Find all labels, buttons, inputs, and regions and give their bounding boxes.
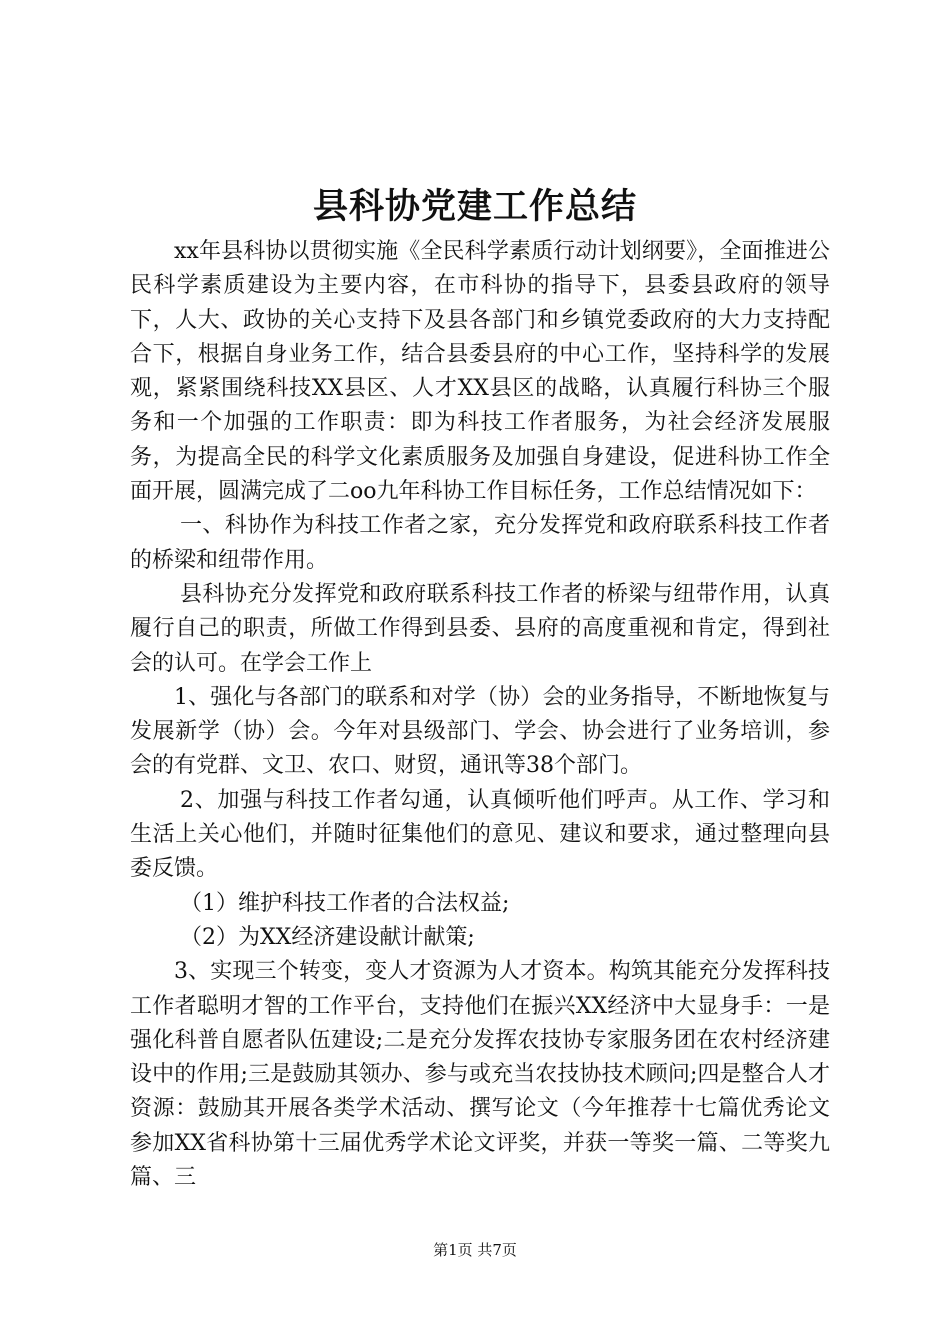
paragraph-intro: xx年县科协以贯彻实施《全民科学素质行动计划纲要》，全面推进公民科学素质建设为主要内容，在市科协的指导下，县委县政府的领导下，人大、政协的关心支持下及县各部门和乡镇党委政府的大力支持配合下，根据自身业务工作，结合县委县府的中心工作，坚持科学的发展观，紧紧围绕科技XX县区、人才XX县区的战略，认真履行科协三个服务和一个加强的工作职责：即为科技工作者服务，为社会经济发展服务，为提高全民的科学文化素质服务及加强自身建设，促进科协工作全面开展，圆满完成了二oo九年科协工作目标任务，工作总结情况如下： xyxy=(130,239,830,505)
document-title: 县科协党建工作总结 xyxy=(312,187,637,227)
page-footer: 第1页 共7页 xyxy=(433,1241,517,1259)
document-body xyxy=(130,235,830,1195)
list-item-1: （1）维护科技工作者的合法权益; xyxy=(180,890,510,916)
paragraph-section-1-body: 县科协充分发挥党和政府联系科技工作者的桥梁与纽带作用，认真履行自己的职责，所做工作得到县委、县府的高度重视和肯定，得到社会的认可。在学会工作上 xyxy=(130,581,830,676)
paragraph-point-2: 2、加强与科技工作者勾通，认真倾听他们呼声。从工作、学习和生活上关心他们，并随时征集他们的意见、建议和要求，通过整理向县委反馈。 xyxy=(130,787,830,882)
list-item-2: （2）为XX经济建设献计献策; xyxy=(180,924,475,950)
paragraph-point-3: 3、实现三个转变，变人才资源为人才资本。构筑其能充分发挥科技工作者聪明才智的工作平台，支持他们在振兴XX经济中大显身手：一是强化科普自愿者队伍建设;二是充分发挥农技协专家服务团在农村经济建设中的作用;三是鼓励其领办、参与或充当农技协技术顾问;四是整合人才资源：鼓励其开展各类学术活动、撰写论文（今年推荐十七篇优秀论文参加XX省科协第十三届优秀学术论文评奖，并获一等奖一篇、二等奖九篇、三 xyxy=(130,959,830,1191)
paragraph-point-1: 1、强化与各部门的联系和对学（协）会的业务指导，不断地恢复与发展新学（协）会。今年对县级部门、学会、协会进行了业务培训，参会的有党群、文卫、农口、财贸，通讯等38个部门。 xyxy=(130,684,830,779)
paragraph-section-1-heading: 一、科协作为科技工作者之家，充分发挥党和政府联系科技工作者的桥梁和纽带作用。 xyxy=(130,513,830,573)
